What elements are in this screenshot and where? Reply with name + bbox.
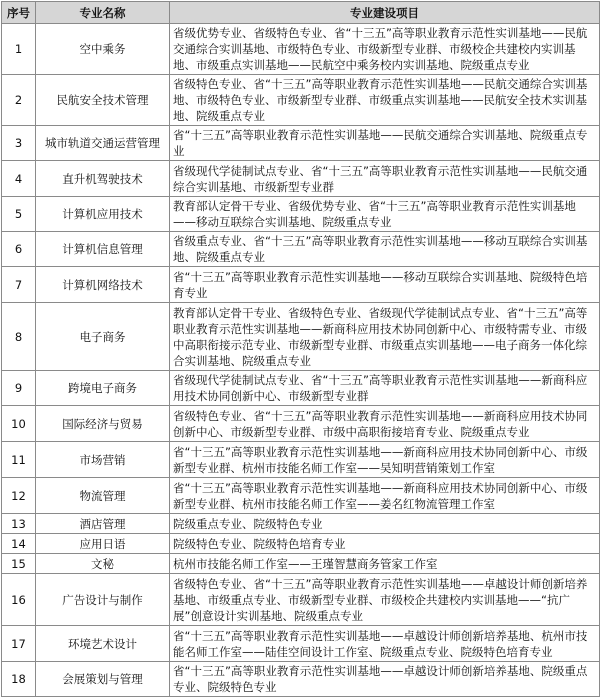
major-projects: 省级特色专业、省“十三五”高等职业教育示范性实训基地——新商科应用技术协同创新中心、市级新型专业群、市级中高职衔接培育专业、院级重点专业 [170,406,600,442]
major-projects: 杭州市技能名师工作室——王瑾智慧商务管家工作室 [170,554,600,574]
row-number: 1 [2,24,36,75]
major-projects: 省级特色专业、省“十三五”高等职业教育示范性实训基地——卓越设计师创新培养基地、市级重点专业、市级新型专业群、市级校企共建校内实训基地——“抗广展”创意设计实训基地、院级重点专业 [170,574,600,626]
table-row [2,303,600,371]
row-number: 9 [2,371,36,406]
major-projects: 省级优势专业、省级特色专业、省“十三五”高等职业教育示范性实训基地——民航交通综合实训基地、市级特色专业、市级新型专业群、市级校企共建校内实训基地、市级重点实训基地——民航空中乘务校内实训基地、院级重点专业 [170,24,600,75]
row-number: 15 [2,554,36,574]
table-row [2,161,600,197]
table-row [2,406,600,442]
major-name: 计算机网络技术 [36,267,170,303]
table-row [2,514,600,534]
major-projects: 教育部认定骨干专业、省级优势专业、省“十三五”高等职业教育示范性实训基地——移动互联综合实训基地、院级重点专业 [170,197,600,232]
major-name: 电子商务 [36,303,170,371]
major-projects: 省“十三五”高等职业教育示范性实训基地——新商科应用技术协同创新中心、市级新型专业群、杭州市技能名师工作室——吴知明营销策划工作室 [170,442,600,478]
table-row [2,232,600,267]
major-projects: 省“十三五”高等职业教育示范性实训基地——新商科应用技术协同创新中心、市级新型专业群、杭州市技能名师工作室——姜名红物流管理工作室 [170,478,600,514]
major-projects: 省“十三五”高等职业教育示范性实训基地——卓越设计师创新培养基地、杭州市技能名师工作室——陆佳空间设计工作室、院级重点专业、院级特色培育专业 [170,626,600,662]
table-row [2,478,600,514]
major-name: 物流管理 [36,478,170,514]
major-name: 城市轨道交通运营管理 [36,126,170,161]
major-projects: 省“十三五”高等职业教育示范性实训基地——卓越设计师创新培养基地、院级重点专业、院级特色专业 [170,662,600,697]
row-number: 13 [2,514,36,534]
major-projects: 省级现代学徒制试点专业、省“十三五”高等职业教育示范性实训基地——新商科应用技术协同创新中心、市级新型专业群 [170,371,600,406]
header-no: 序号 [2,2,36,24]
row-number: 3 [2,126,36,161]
table-row [2,626,600,662]
major-name: 广告设计与制作 [36,574,170,626]
table-row [2,554,600,574]
major-name: 会展策划与管理 [36,662,170,697]
major-projects: 教育部认定骨干专业、省级特色专业、省级现代学徒制试点专业、省“十三五”高等职业教育示范性实训基地——新商科应用技术协同创新中心、市级特需专业、市级中高职衔接示范专业、市级新型专业群、市级重点实训基地——电子商务一体化综合实训基地、院级重点专业 [170,303,600,371]
major-name: 空中乘务 [36,24,170,75]
major-name: 民航安全技术管理 [36,75,170,126]
major-name: 市场营销 [36,442,170,478]
major-projects: 省级现代学徒制试点专业、省“十三五”高等职业教育示范性实训基地——民航交通综合实训基地、市级新型专业群 [170,161,600,197]
row-number: 4 [2,161,36,197]
header-projects: 专业建设项目 [170,2,600,24]
table-row [2,662,600,697]
major-name: 计算机应用技术 [36,197,170,232]
major-name: 酒店管理 [36,514,170,534]
major-projects: 省“十三五”高等职业教育示范性实训基地——民航交通综合实训基地、院级重点专业 [170,126,600,161]
major-name: 环境艺术设计 [36,626,170,662]
major-name: 计算机信息管理 [36,232,170,267]
major-projects: 院级重点专业、院级特色专业 [170,514,600,534]
row-number: 16 [2,574,36,626]
major-name: 应用日语 [36,534,170,554]
row-number: 10 [2,406,36,442]
major-projects: 院级特色专业、院级特色培育专业 [170,534,600,554]
row-number: 18 [2,662,36,697]
table-row [2,574,600,626]
major-projects: 省级重点专业、省“十三五”高等职业教育示范性实训基地——移动互联综合实训基地、院级重点专业 [170,232,600,267]
row-number: 17 [2,626,36,662]
table-row [2,442,600,478]
major-name: 国际经济与贸易 [36,406,170,442]
header-row [2,2,600,24]
major-name: 文秘 [36,554,170,574]
major-projects: 省“十三五”高等职业教育示范性实训基地——移动互联综合实训基地、院级特色培育专业 [170,267,600,303]
row-number: 7 [2,267,36,303]
row-number: 12 [2,478,36,514]
table-row [2,267,600,303]
major-name: 跨境电子商务 [36,371,170,406]
major-name: 直升机驾驶技术 [36,161,170,197]
majors-table [1,1,600,697]
table-row [2,24,600,75]
row-number: 2 [2,75,36,126]
row-number: 8 [2,303,36,371]
row-number: 6 [2,232,36,267]
header-major-name: 专业名称 [36,2,170,24]
table-row [2,75,600,126]
row-number: 11 [2,442,36,478]
table-row [2,371,600,406]
row-number: 5 [2,197,36,232]
row-number: 14 [2,534,36,554]
table-row [2,534,600,554]
table-row [2,197,600,232]
table-row [2,126,600,161]
major-projects: 省级特色专业、省“十三五”高等职业教育示范性实训基地——民航交通综合实训基地、市级特色专业、市级新型专业群、市级重点实训基地——民航安全技术实训基地、院级重点专业 [170,75,600,126]
